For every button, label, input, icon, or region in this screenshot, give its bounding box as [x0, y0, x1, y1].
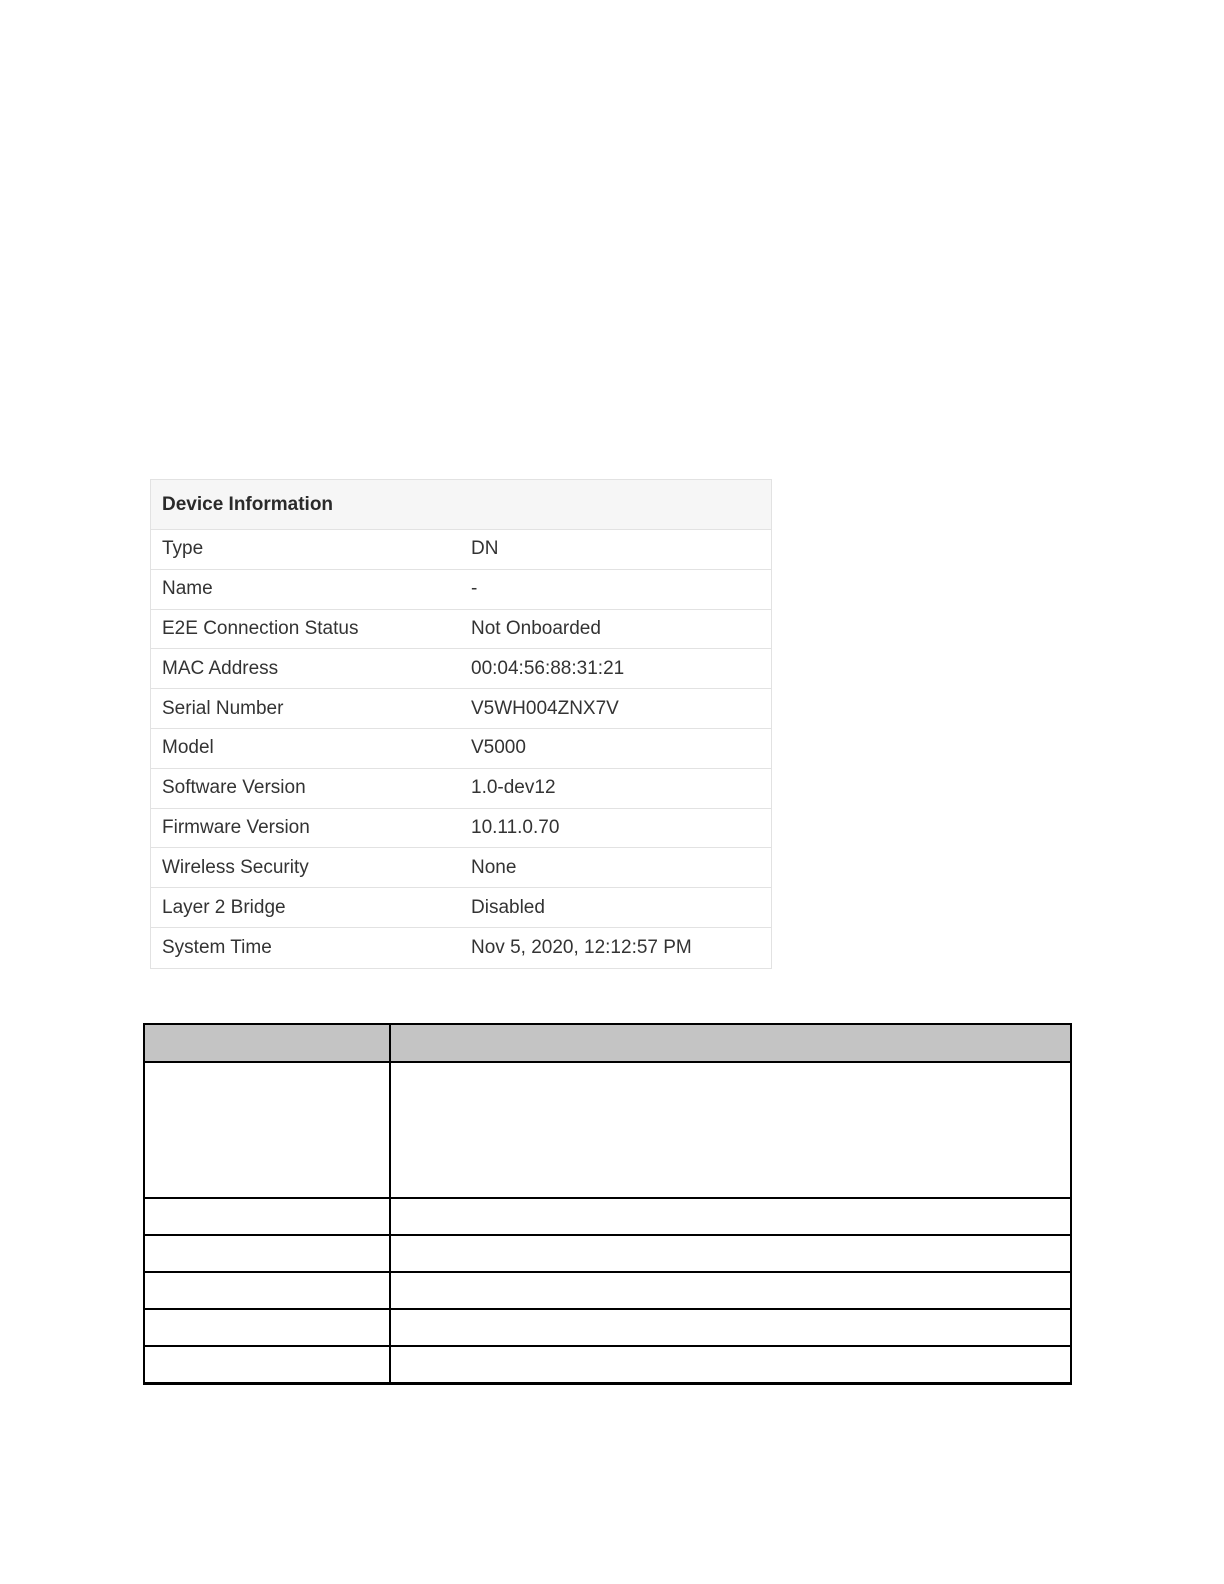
info-value: -: [471, 578, 478, 600]
info-value: V5WH004ZNX7V: [471, 697, 619, 719]
device-information-list: [151, 530, 771, 968]
info-value: DN: [471, 538, 499, 560]
table-header-cell: [144, 1024, 390, 1062]
info-row-wireless-security: [151, 848, 771, 888]
table-cell: [144, 1235, 390, 1272]
table-cell: [144, 1062, 390, 1198]
info-row-name: [151, 570, 771, 610]
table-row: [144, 1346, 1071, 1384]
info-value: V5000: [471, 737, 526, 759]
info-label: Layer 2 Bridge: [162, 896, 286, 918]
info-label: Software Version: [162, 777, 306, 799]
table-cell: [390, 1272, 1071, 1309]
info-row-e2e-connection-status: [151, 610, 771, 650]
info-value: 00:04:56:88:31:21: [471, 657, 625, 679]
info-value: 10.11.0.70: [471, 816, 560, 838]
table-header-cell: [390, 1024, 1071, 1062]
info-row-system-time: [151, 928, 771, 968]
info-row-layer-2-bridge: [151, 888, 771, 928]
table-row: [144, 1309, 1071, 1346]
table-row: [144, 1198, 1071, 1235]
info-label: Firmware Version: [162, 816, 310, 838]
info-label: E2E Connection Status: [162, 617, 359, 639]
device-information-panel: [150, 479, 772, 969]
info-row-type: [151, 530, 771, 570]
info-value: 1.0-dev12: [471, 777, 556, 799]
table-row: [144, 1272, 1071, 1309]
table-cell: [390, 1235, 1071, 1272]
info-value: Nov 5, 2020, 12:12:57 PM: [471, 936, 692, 958]
table-header-row: [144, 1024, 1071, 1062]
info-label: Model: [162, 737, 214, 759]
info-row-firmware-version: [151, 809, 771, 849]
table-cell: [390, 1062, 1071, 1198]
table-row: [144, 1235, 1071, 1272]
table-cell: [144, 1272, 390, 1309]
device-information-title: Device Information: [151, 480, 771, 530]
info-row-software-version: [151, 769, 771, 809]
info-label: Wireless Security: [162, 856, 309, 878]
info-value: Not Onboarded: [471, 617, 601, 639]
table-cell: [144, 1309, 390, 1346]
info-label: Serial Number: [162, 697, 284, 719]
info-row-serial-number: [151, 689, 771, 729]
info-value: Disabled: [471, 896, 545, 918]
table-row: [144, 1062, 1071, 1198]
info-row-mac-address: [151, 649, 771, 689]
info-label: Name: [162, 578, 213, 600]
table-cell: [144, 1198, 390, 1235]
info-value: None: [471, 856, 517, 878]
info-label: System Time: [162, 936, 272, 958]
info-label: Type: [162, 538, 204, 560]
info-row-model: [151, 729, 771, 769]
info-label: MAC Address: [162, 657, 279, 679]
table-cell: [390, 1309, 1071, 1346]
table-cell: [144, 1346, 390, 1384]
field-description-table: [143, 1023, 1072, 1385]
table-cell: [390, 1198, 1071, 1235]
table-cell: [390, 1346, 1071, 1384]
